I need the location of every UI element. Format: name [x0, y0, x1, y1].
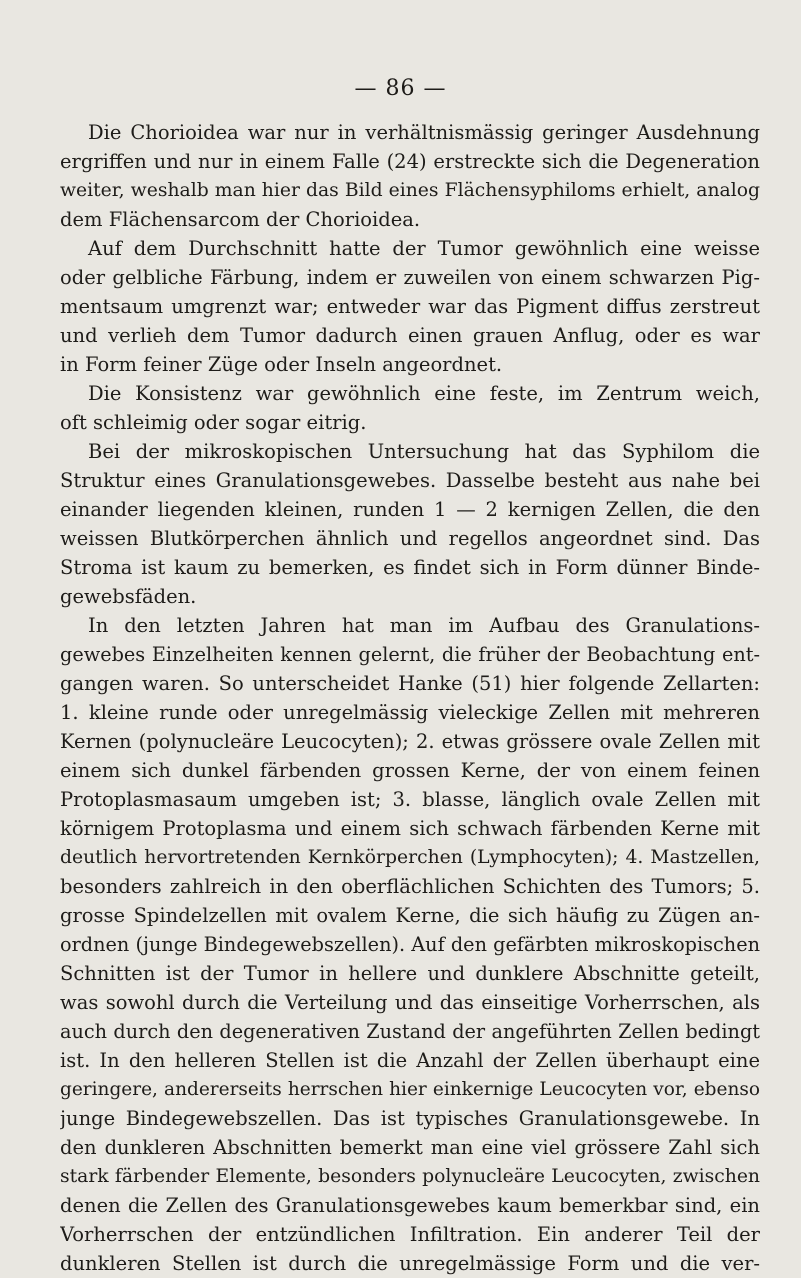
text-line: dem Flächensarcom der Chorioidea.: [60, 208, 421, 231]
text-line: grosse Spindelzellen mit ovalem Kerne, die sich häufig zu Zügen an-: [60, 904, 760, 927]
text-line: Schnitten ist der Tumor in hellere und dunklere Abschnitte geteilt,: [60, 962, 760, 985]
text-line: besonders zahlreich in den oberflächlichen Schichten des Tumors; 5.: [60, 875, 760, 898]
text-line: mentsaum umgrenzt war; entweder war das Pigment diffus zerstreut: [60, 295, 760, 318]
text-line: einem sich dunkel färbenden grossen Kerne, der von einem feinen: [60, 759, 760, 782]
text-line: weiter, weshalb man hier das Bild eines Flächensyphiloms erhielt, analog: [60, 180, 760, 201]
text-line: Stroma ist kaum zu bemerken, es findet sich in Form dünner Binde-: [60, 556, 760, 579]
text-line: gangen waren. So unterscheidet Hanke (51) hier folgende Zellarten:: [60, 672, 760, 695]
text-line: Bei der mikroskopischen Untersuchung hat das Syphilom die: [88, 440, 760, 463]
text-line: 1. kleine runde oder unregelmässig vieleckige Zellen mit mehreren: [60, 701, 760, 724]
text-line: oder gelbliche Färbung, indem er zuweilen von einem schwarzen Pig-: [60, 266, 760, 289]
text-line: ergriffen und nur in einem Falle (24) erstreckte sich die Degeneration: [60, 150, 760, 173]
text-line: dunkleren Stellen ist durch die unregelmässige Form und die ver-: [60, 1252, 760, 1275]
text-line: gewebsfäden.: [60, 585, 197, 608]
text-line: junge Bindegewebszellen. Das ist typisches Granulationsgewebe. In: [60, 1107, 760, 1130]
text-line: Struktur eines Granulationsgewebes. Dasselbe besteht aus nahe bei: [60, 469, 760, 492]
body-text: [60, 118, 760, 1278]
text-line: gewebes Einzelheiten kennen gelernt, die früher der Beobachtung ent-: [60, 643, 760, 666]
text-line: körnigem Protoplasma und einem sich schwach färbenden Kerne mit: [60, 817, 760, 840]
text-line: Kernen (polynucleäre Leucocyten); 2. etwas grössere ovale Zellen mit: [60, 730, 760, 753]
text-line: was sowohl durch die Verteilung und das einseitige Vorherrschen, als: [60, 991, 760, 1014]
text-line: und verlieh dem Tumor dadurch einen grauen Anflug, oder es war: [60, 324, 760, 347]
text-line: weissen Blutkörperchen ähnlich und regellos angeordnet sind. Das: [60, 527, 760, 550]
text-line: Protoplasmasaum umgeben ist; 3. blasse, länglich ovale Zellen mit: [60, 788, 760, 811]
text-line: Vorherrschen der entzündlichen Infiltration. Ein anderer Teil der: [60, 1223, 760, 1246]
text-line: in Form feiner Züge oder Inseln angeordnet.: [60, 353, 503, 376]
text-line: Die Chorioidea war nur in verhältnismässig geringer Ausdehnung: [88, 121, 760, 144]
text-line: einander liegenden kleinen, runden 1 — 2 kernigen Zellen, die den: [60, 498, 760, 521]
text-line: ist. In den helleren Stellen ist die Anzahl der Zellen überhaupt eine: [60, 1049, 760, 1072]
text-line: deutlich hervortretenden Kernkörperchen (Lymphocyten); 4. Mastzellen,: [60, 847, 760, 868]
text-line: denen die Zellen des Granulationsgewebes kaum bemerkbar sind, ein: [60, 1194, 760, 1217]
text-line: den dunkleren Abschnitten bemerkt man eine viel grössere Zahl sich: [60, 1136, 760, 1159]
text-line: stark färbender Elemente, besonders polynucleäre Leucocyten, zwischen: [60, 1166, 760, 1187]
text-line: Die Konsistenz war gewöhnlich eine feste, im Zentrum weich,: [88, 382, 760, 405]
text-line: In den letzten Jahren hat man im Aufbau des Granulations-: [88, 614, 760, 637]
text-line: auch durch den degenerativen Zustand der angeführten Zellen bedingt: [60, 1020, 760, 1043]
text-line: Auf dem Durchschnitt hatte der Tumor gewöhnlich eine weisse: [88, 237, 760, 260]
text-line: geringere, andererseits herrschen hier einkernige Leucocyten vor, ebenso: [60, 1079, 760, 1100]
page-number: — 86 —: [354, 76, 447, 101]
text-line: oft schleimig oder sogar eitrig.: [60, 411, 367, 434]
text-line: ordnen (junge Bindegewebszellen). Auf den gefärbten mikroskopischen: [60, 933, 760, 956]
